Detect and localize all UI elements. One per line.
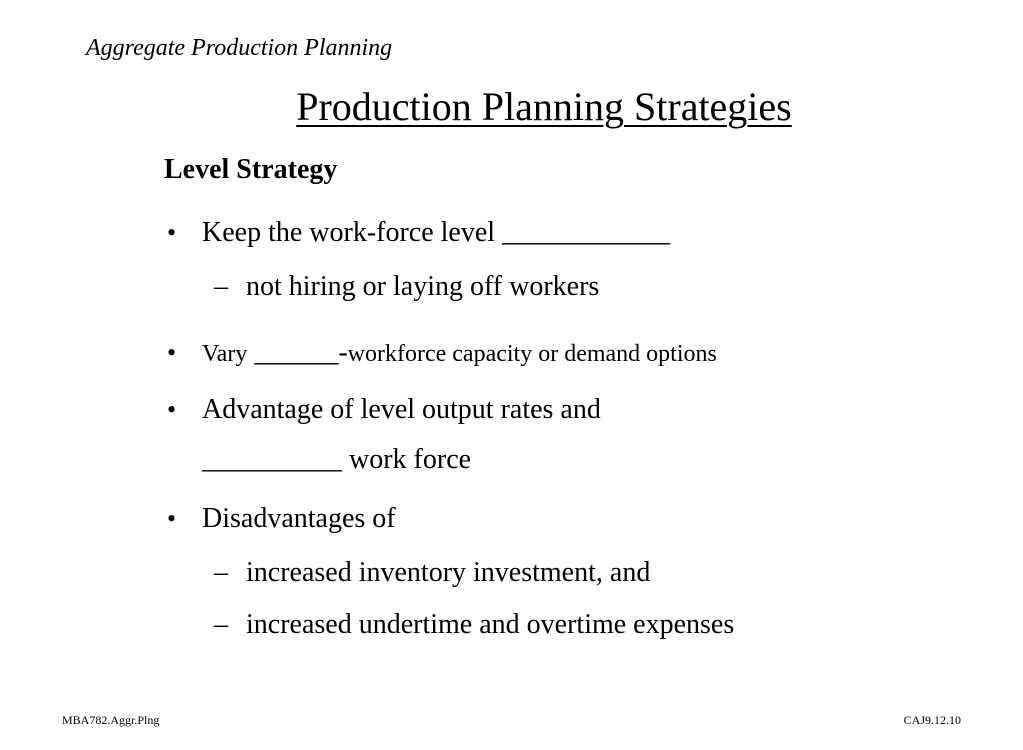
fill-in-blank: ______	[254, 337, 339, 368]
bullet-advantage-line-1: Advantage of level output rates and	[202, 394, 601, 425]
sub-bullet-marker: –	[214, 609, 228, 640]
slide-title: Production Planning Strategies	[296, 84, 792, 129]
sub-bullet-undertime: increased undertime and overtime expenses	[246, 609, 735, 640]
bullet-text: Vary	[202, 341, 248, 367]
fill-in-blank: ____________	[502, 217, 671, 248]
bullet-text-rest: workforce capacity or demand options	[347, 341, 717, 367]
bullet-advantage-line-2	[202, 443, 471, 477]
subheading-level-strategy: Level Strategy	[164, 154, 338, 185]
bullet-marker: •	[167, 218, 177, 247]
bullet-disadvantages: Disadvantages of	[202, 503, 396, 534]
sub-bullet-marker: –	[214, 557, 228, 588]
bullet-vary	[202, 336, 717, 370]
bullet-marker: •	[167, 338, 177, 367]
bullet-text-rest: work force	[342, 444, 472, 475]
sub-bullet-inventory: increased inventory investment, and	[246, 557, 651, 588]
fill-in-blank: __________	[202, 444, 342, 475]
bullet-marker: •	[167, 395, 177, 424]
header-title: Aggregate Production Planning	[86, 35, 393, 61]
bullet-text: Keep the work-force level	[202, 217, 496, 248]
bullet-keep-workforce	[202, 216, 670, 250]
bullet-marker: •	[167, 504, 177, 533]
footer-right: CAJ9.12.10	[903, 713, 961, 727]
sub-bullet-not-hiring: not hiring or laying off workers	[246, 271, 600, 302]
hyphen: -	[338, 337, 348, 368]
footer-left: MBA782.Aggr.Plng	[62, 713, 160, 727]
sub-bullet-marker: –	[214, 271, 228, 302]
